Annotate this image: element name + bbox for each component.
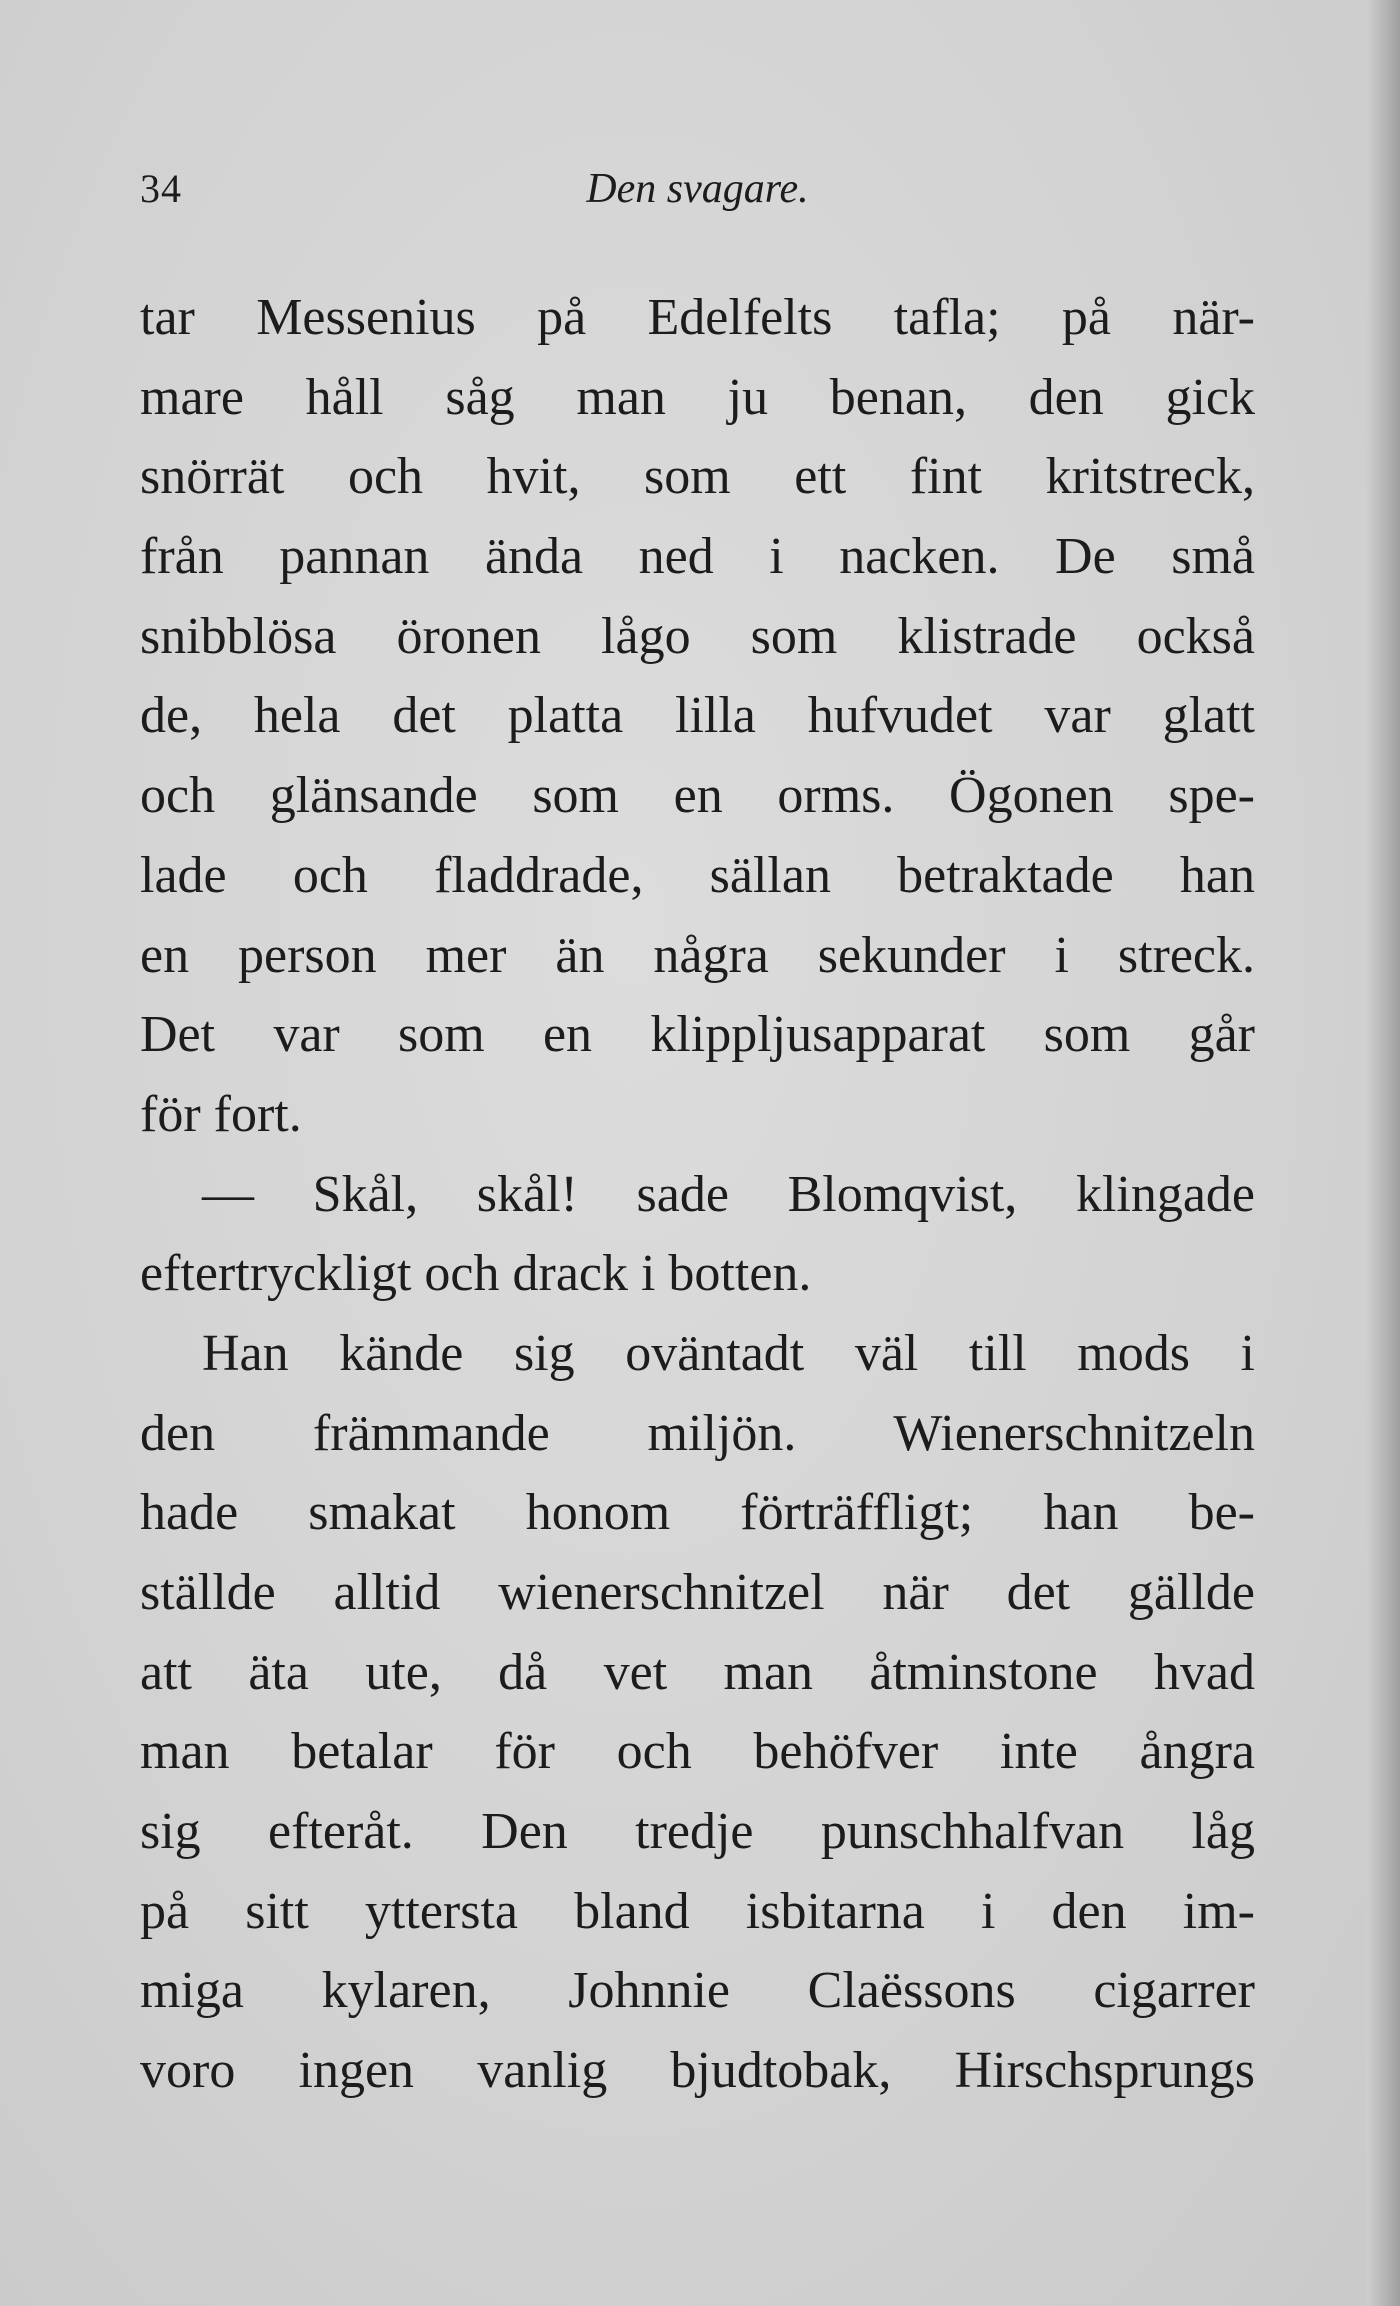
text-line: eftertryckligt och drack i botten. (140, 1245, 812, 1303)
text-line: från pannan ända ned i nacken. De små (140, 528, 1255, 586)
text-line: hade smakat honom förträffligt; han be- (140, 1484, 1255, 1542)
text-line: voro ingen vanlig bjudtobak, Hirschsprungs (140, 2042, 1255, 2100)
text-line: att äta ute, då vet man åtminstone hvad (140, 1643, 1255, 1701)
text-line: för fort. (140, 1085, 302, 1143)
text-line: man betalar för och behöfver inte ångra (140, 1723, 1255, 1781)
text-line: en person mer än några sekunder i streck. (140, 926, 1255, 984)
text-line: tar Messenius på Edelfelts tafla; på när- (140, 289, 1255, 346)
text-line: lade och fladdrade, sällan betraktade han (140, 846, 1255, 904)
text-line: snibblösa öronen lågo som klistrade också (140, 607, 1255, 665)
body-text (140, 278, 1255, 2111)
text-line: miga kylaren, Johnnie Claëssons cigarrer (140, 1962, 1255, 2020)
text-line: de, hela det platta lilla hufvudet var glatt (140, 687, 1255, 745)
text-line: — Skål, skål! sade Blomqvist, klingade (202, 1165, 1255, 1223)
text-line: på sitt yttersta bland isbitarna i den im- (140, 1882, 1255, 1940)
page-number: 34 (140, 166, 182, 211)
page-header (140, 158, 1255, 218)
running-title: Den svagare. (586, 166, 809, 212)
text-line: ställde alltid wienerschnitzel när det gällde (140, 1564, 1255, 1621)
text-line: Han kände sig oväntadt väl till mods i (202, 1324, 1255, 1382)
text-line: den främmande miljön. Wienerschnitzeln (140, 1404, 1255, 1462)
text-line: sig efteråt. Den tredje punschhalfvan låg (140, 1803, 1255, 1861)
text-line: Det var som en klippljusapparat som går (140, 1006, 1255, 1064)
text-line: och glänsande som en orms. Ögonen spe- (140, 767, 1255, 825)
text-line: snörrät och hvit, som ett fint kritstreck, (140, 448, 1255, 506)
text-line: mare håll såg man ju benan, den gick (140, 368, 1255, 426)
page-edge-shadow (1366, 0, 1400, 2306)
